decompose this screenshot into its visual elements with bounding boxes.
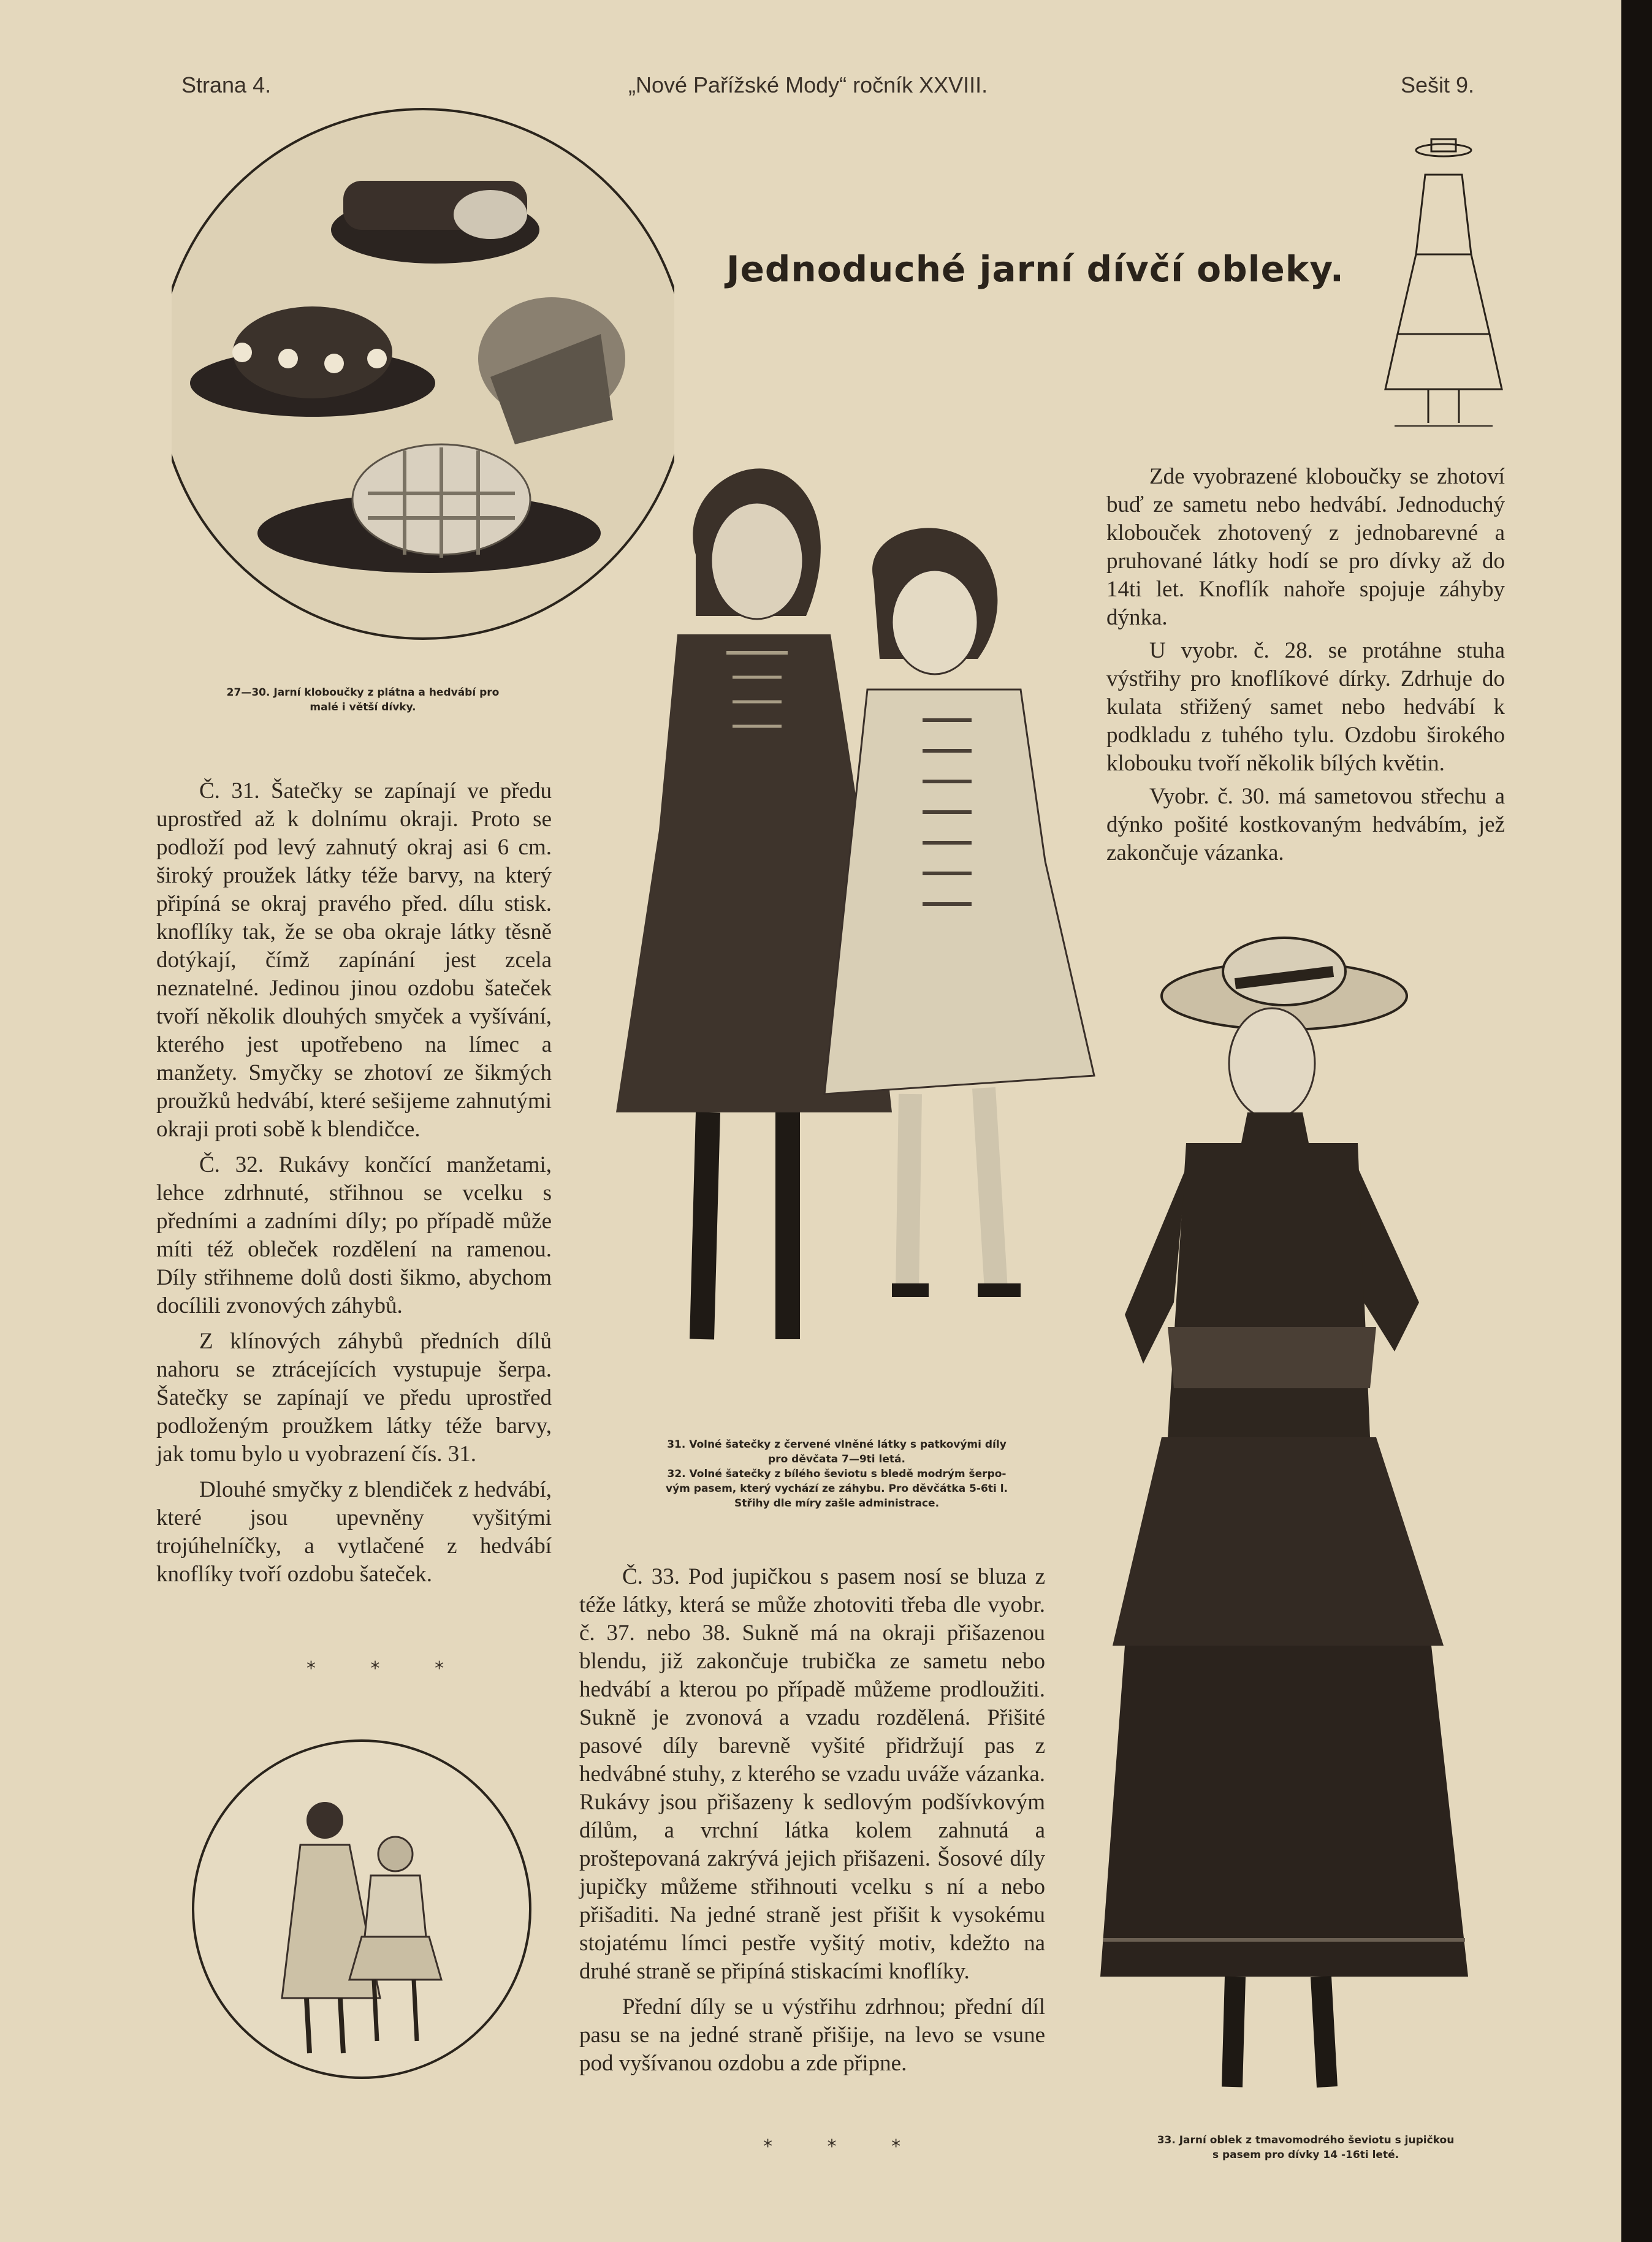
girls-illustration	[604, 432, 1119, 1413]
woman-caption-line1: 33. Jarní oblek z tmavomodrého ševiotu s jupičkou	[1157, 2134, 1455, 2146]
paragraph-c33: Č. 33. Pod jupičkou s pasem nosí se bluza z téže látky, která se může zhotoviti třeba dle vyobr. č. 37. nebo 38. Sukně má na okraji přišazenou blendu, již zakončuje trubička ze sametu nebo hedvábí a kterou po případě můžeme prodloužiti. Sukně je zvonová a vzadu rozdělená. Přišité pasové díly barevně vyšité přidržují pas z hedvábné stuhy, z kterého se vzadu uváže vázanka. Rukávy jsou přišazeny k sedlovým podšívkovým dílům, a vrchní látka kolem zahnutá a proštepovaná zakrývá jejich přišazeni. Šosové díly jupičky můžeme střihnouti vcelku s ní a nebo přišaditi. Na jedné straně jest přišit k vysokému stojatému límci pestře vyšitý motiv, kdežto na druhé straně se připíná stiskacími knoflíky.	[579, 1564, 1045, 1984]
middle-stars: * * *	[763, 2136, 926, 2157]
page-edge-shadow	[1621, 0, 1652, 2242]
back-view-sketch	[184, 1735, 539, 2084]
woman-caption-line2: s pasem pro dívky 14 -16ti leté.	[1212, 2149, 1399, 2161]
article-title: Jednoduché jarní dívčí obleky.	[726, 248, 1344, 290]
paragraph-vyobr-28: U vyobr. č. 28. se protáhne stuha výstřihy pro knoflíkové dírky. Zdrhuje do kulata střižený samet nebo hedvábí k podkladu z tuhého tylu. Ozdobu širokého klobouku tvoří několik bílých květin.	[1106, 638, 1505, 776]
page-number: Strana 4.	[181, 72, 272, 97]
right-column	[1106, 463, 1505, 872]
issue-number: Sešit 9.	[1401, 72, 1475, 97]
girls-caption-line3: 32. Volné šatečky z bílého ševiotu s bledě modrým šerpo-	[667, 1468, 1007, 1480]
paragraph-c32: Č. 32. Rukávy končící manžetami, lehce zdrhnuté, střihnou se vcelku s předními a zadními díly; po případě může míti též obleček rozdělení na ramenou. Díly střihneme dolů dosti šikmo, abychom docílili zvonových záhybů.	[156, 1152, 552, 1318]
girls-caption-line5: Střihy dle míry zašle administrace.	[734, 1497, 940, 1510]
magazine-title: „Nové Pařížské Mody“ ročník XXVIII.	[628, 72, 988, 97]
middle-column	[579, 1563, 1045, 2085]
woman-caption	[1085, 2133, 1526, 2162]
hats-caption-line1: 27—30. Jarní kloboučky z plátna a hedvábí pro	[226, 686, 500, 699]
girls-caption-line2: pro děvčata 7—9ti letá.	[768, 1453, 905, 1465]
paragraph-vyobr-30: Vyobr. č. 30. má sametovou střechu a dýnko pošité kostkovaným hedvábím, jež zakončuje vázanka.	[1106, 784, 1505, 865]
paragraph-smycky: Dlouhé smyčky z blendiček z hedvábí, které jsou upevněny vyšitými trojúhelníčky, a vytlačené z hedvábí knoflíky tvoří ozdobu šateček.	[156, 1477, 552, 1587]
girls-caption	[582, 1437, 1091, 1511]
hats-caption-line2: malé i větší dívky.	[310, 701, 416, 713]
left-column	[156, 777, 552, 1596]
hats-illustration	[172, 101, 674, 653]
girls-caption-line4: vým pasem, který vychází ze záhybu. Pro děvčátka 5-6ti l.	[666, 1483, 1008, 1495]
woman-illustration	[1100, 935, 1493, 2142]
hats-caption	[161, 685, 565, 715]
paragraph-c31: Č. 31. Šatečky se zapínají ve předu uprostřed až k dolnímu okraji. Proto se podloží pod levý zahnutý okraj asi 6 cm. široký proužek látky téže barvy, na který připíná se okraj pravého před. dílu stisk. knoflíky tak, že se oba okraje látky těsně dotýkají, čímž zapínání jest zcela neznatelné. Jedinou jinou ozdobu šateček tvoří několik dlouhých smyček a vyšívání, kterého jest upotřebeno na límec a manžety. Smyčky se zhotoví ze šikmých proužků hedvábí, které sešijeme zahnutými okraji proti sobě k blendičce.	[156, 778, 552, 1142]
paragraph-serpa: Z klínových záhybů předních dílů nahoru se ztrácejících vystupuje šerpa. Šatečky se zapínají ve předu uprostřed podloženým proužkem látky téže barvy, jak tomu bylo u vyobrazení čís. 31.	[156, 1329, 552, 1467]
left-stars: * * *	[306, 1658, 469, 1679]
paragraph-predni-dily: Přední díly se u výstřihu zdrhnou; přední díl pasu se na jedné straně přišije, na levo se vsune pod vyšívanou ozdobu a zde připne.	[579, 1994, 1045, 2076]
girls-caption-line1: 31. Volné šatečky z červené vlněné látky s patkovými díly	[667, 1438, 1007, 1451]
paragraph-kloboucky: Zde vyobrazené kloboučky se zhotoví buď ze sametu nebo hedvábí. Jednoduchý klobouček zhotovený z jednobarevné a pruhované látky hodí se pro dívky až do 14ti let. Knoflík nahoře spojuje záhyby dýnka.	[1106, 464, 1505, 630]
top-right-sketch	[1382, 132, 1505, 432]
